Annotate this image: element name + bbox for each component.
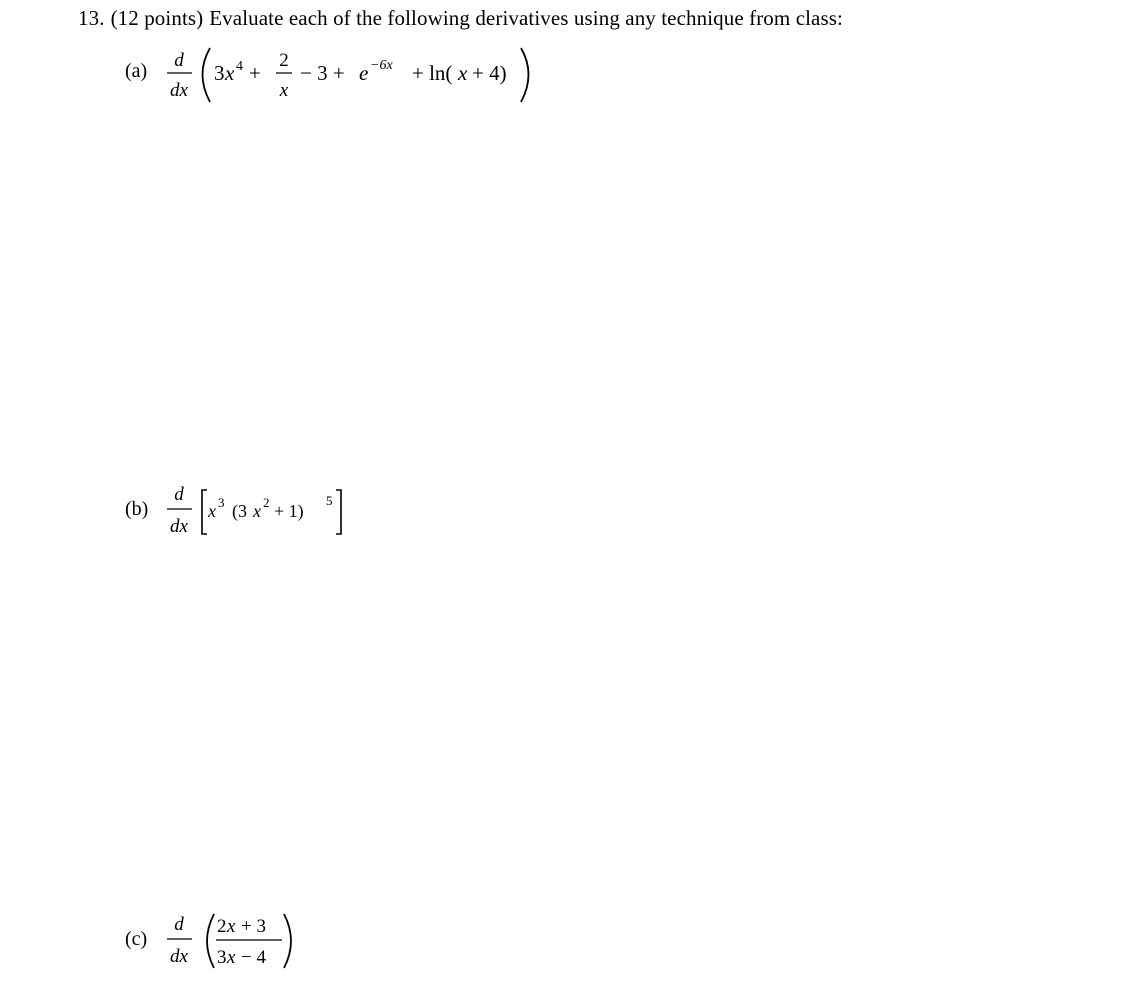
dx-denominator: dx xyxy=(170,516,188,537)
part-c-expression xyxy=(125,906,345,986)
right-paren xyxy=(284,914,291,968)
inner-var: x xyxy=(253,501,261,521)
problem-instruction: Evaluate each of the following derivatives using any technique from class: xyxy=(209,6,843,30)
ln-tail: + 4) xyxy=(472,61,507,85)
d-numerator: d xyxy=(174,914,184,935)
den-coef: 3 xyxy=(217,947,227,968)
den-var: x xyxy=(227,947,236,968)
x-var: x xyxy=(208,501,216,521)
inner-open: (3 xyxy=(232,501,247,521)
x-exponent: 3 xyxy=(218,495,225,510)
problem-points: (12 points) xyxy=(110,6,204,30)
right-paren xyxy=(521,48,529,102)
d-numerator: d xyxy=(174,50,184,71)
part-b-label: (b) xyxy=(125,498,149,520)
part-a xyxy=(125,44,565,124)
den-tail: − 4 xyxy=(241,947,266,968)
left-paren xyxy=(207,914,214,968)
part-a-label: (a) xyxy=(125,60,148,82)
part-b xyxy=(125,476,385,556)
part-c-label: (c) xyxy=(125,928,148,950)
right-bracket xyxy=(336,490,341,534)
outer-exponent: 5 xyxy=(326,493,333,508)
minus-three: − 3 + xyxy=(300,61,345,85)
inner-exponent: 2 xyxy=(263,495,270,510)
ln-var: x xyxy=(458,61,468,85)
d-numerator: d xyxy=(174,484,184,505)
dx-denominator: dx xyxy=(170,946,188,967)
num-coef: 2 xyxy=(217,916,227,937)
part-a-expression xyxy=(125,44,565,124)
plus-sign: + xyxy=(249,61,261,85)
frac-denominator: x xyxy=(279,80,289,101)
term-coef: 3 xyxy=(214,61,225,85)
left-bracket xyxy=(202,490,207,534)
problem-header xyxy=(78,6,843,31)
plus-ln: + ln( xyxy=(412,61,453,85)
term-exp: 4 xyxy=(236,59,243,74)
e-exponent: −6x xyxy=(370,58,393,73)
frac-numerator: 2 xyxy=(279,50,289,71)
problem-number: 13. xyxy=(78,6,105,30)
part-b-expression xyxy=(125,476,385,556)
left-paren xyxy=(203,48,211,102)
e-base: e xyxy=(359,61,369,85)
term-var: x xyxy=(225,61,235,85)
dx-denominator: dx xyxy=(170,80,188,101)
num-tail: + 3 xyxy=(241,916,266,937)
part-c xyxy=(125,906,345,986)
num-var: x xyxy=(227,916,236,937)
inner-tail: + 1) xyxy=(274,501,304,521)
